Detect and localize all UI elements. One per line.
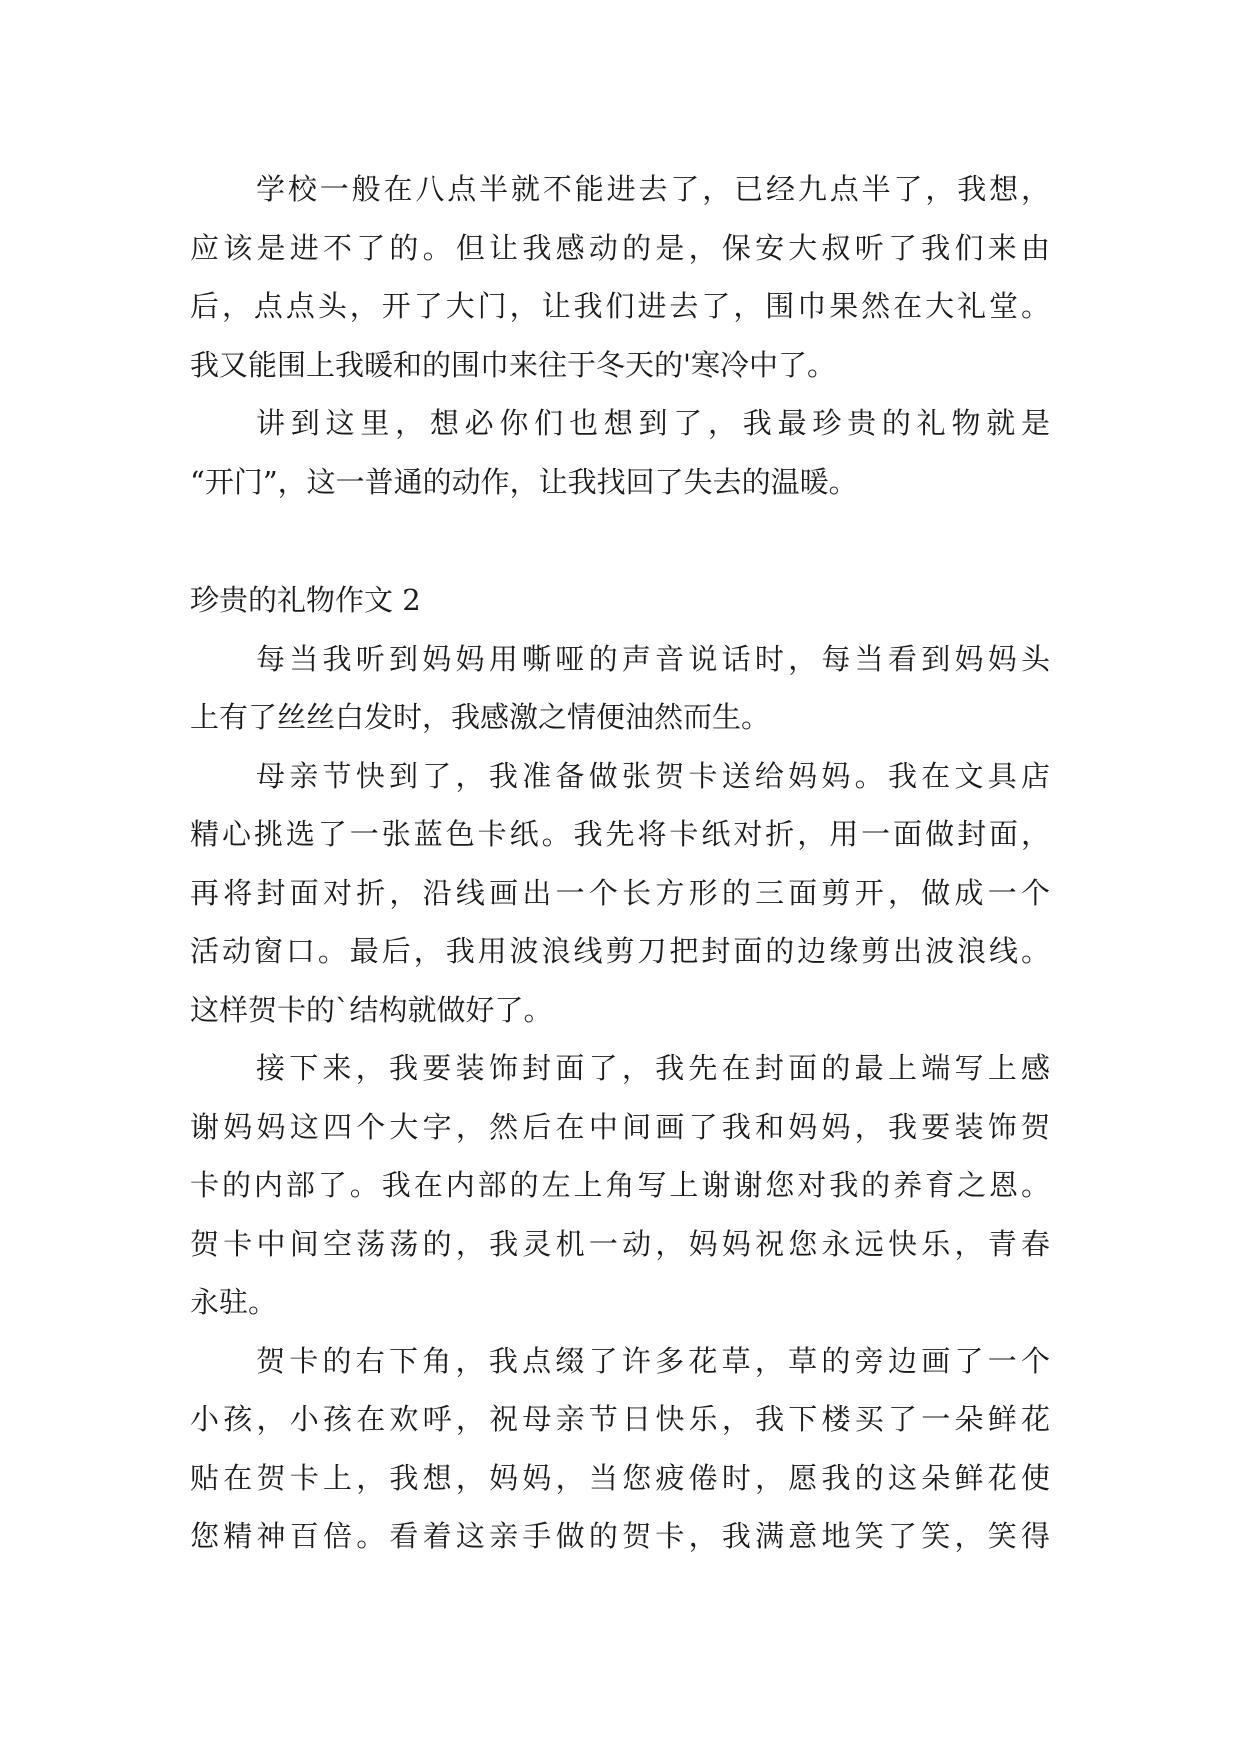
text-line: 小孩，小孩在欢呼，祝母亲节日快乐，我下楼买了一朵鲜花: [190, 1402, 1050, 1436]
text-line: 我又能围上我暖和的围巾来往于冬天的'寒冷中了。: [190, 347, 836, 382]
text-line: 后，点点头，开了大门，让我们进去了，围巾果然在大礼堂。: [190, 289, 1050, 323]
text-line: 贺卡的右下角，我点缀了许多花草，草的旁边画了一个: [256, 1343, 1050, 1378]
text-line: 贺卡中间空荡荡的，我灵机一动，妈妈祝您永远快乐，青春: [190, 1226, 1050, 1261]
section-heading: [190, 571, 1050, 630]
text-line: 讲到这里，想必你们也想到了，我最珍贵的礼物就是: [256, 406, 1050, 440]
text-line: 永驻。: [190, 1285, 278, 1319]
text-line: 活动窗口。最后，我用波浪线剪刀把封面的边缘剪出波浪线。: [190, 934, 1050, 968]
text-line: 精心挑选了一张蓝色卡纸。我先将卡纸对折，用一面做封面，: [190, 817, 1050, 851]
text-line: 上有了丝丝白发时，我感激之情便油然而生。: [190, 700, 771, 734]
paragraph-2: [190, 747, 1050, 1040]
text-line: “开门”，这一普通的动作，让我找回了失去的温暖。: [190, 464, 858, 499]
text-line: 您精神百倍。看着这亲手做的贺卡，我满意地笑了笑，笑得: [190, 1519, 1050, 1553]
text-line: 卡的内部了。我在内部的左上角写上谢谢您对我的养育之恩。: [190, 1168, 1050, 1202]
document-body: [190, 160, 1050, 1566]
text-line: 应该是进不了的。但让我感动的是，保安大叔听了我们来由: [190, 230, 1050, 265]
text-line: 贴在贺卡上，我想，妈妈，当您疲倦时，愿我的这朵鲜花使: [190, 1460, 1050, 1495]
section-title: 珍贵的礼物作文 2: [190, 583, 421, 617]
text-line: 谢妈妈这四个大字，然后在中间画了我和妈妈，我要装饰贺: [190, 1109, 1050, 1144]
paragraph-intro-2: [190, 394, 1050, 511]
text-line: 每当我听到妈妈用嘶哑的声音说话时，每当看到妈妈头: [256, 641, 1050, 676]
text-line: 接下来，我要装饰封面了，我先在封面的最上端写上感: [256, 1051, 1050, 1085]
section-spacer: [190, 511, 1050, 571]
paragraph-1: [190, 630, 1050, 747]
text-line: 学校一般在八点半就不能进去了，已经九点半了，我想，: [256, 172, 1050, 206]
paragraph-intro-1: [190, 160, 1050, 394]
paragraph-4: [190, 1332, 1050, 1566]
text-line: 这样贺卡的`结构就做好了。: [190, 992, 553, 1027]
text-line: 再将封面对折，沿线画出一个长方形的三面剪开，做成一个: [190, 875, 1050, 910]
text-line: 母亲节快到了，我准备做张贺卡送给妈妈。我在文具店: [256, 758, 1050, 793]
paragraph-3: [190, 1039, 1050, 1332]
